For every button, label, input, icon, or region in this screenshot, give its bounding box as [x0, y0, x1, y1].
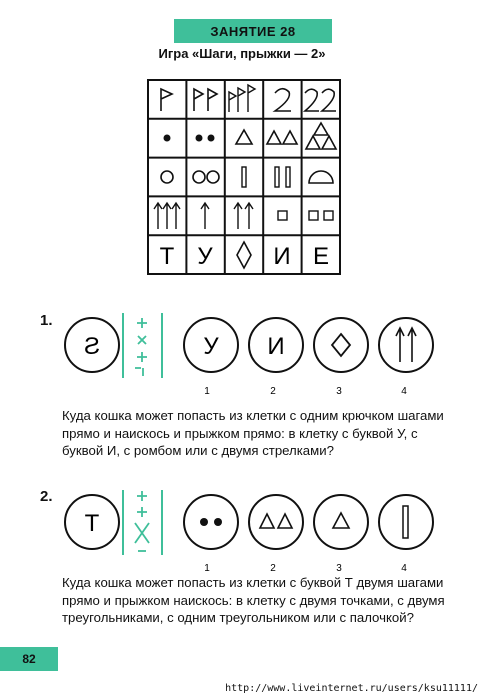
stick-icon: [242, 167, 246, 187]
circle-icon: [161, 171, 173, 183]
option-1-label: 1: [204, 563, 210, 574]
exercise-1-row: [40, 310, 440, 400]
start-hook: Ƨ: [83, 333, 101, 360]
option-1-label: 1: [204, 386, 210, 397]
option-2-label: 2: [270, 386, 276, 397]
option-3-circle: [314, 318, 368, 372]
flag-icon: [161, 89, 172, 111]
exercise-2-row: [40, 485, 440, 577]
grid-letter-u: У: [197, 243, 213, 270]
option-4-label: 4: [401, 563, 407, 574]
moves-diagram: [123, 490, 162, 555]
exercise-1-number: 1.: [40, 312, 53, 329]
exercise-2-number: 2.: [40, 488, 53, 505]
option-4-label: 4: [401, 386, 407, 397]
option-2-letter: И: [267, 333, 285, 360]
page-number: 82: [22, 652, 36, 666]
start-letter: Т: [84, 510, 100, 537]
grid-letter-e: Е: [312, 243, 330, 270]
two-triangles-icon: [260, 514, 292, 528]
page-number-bar: [0, 647, 58, 671]
option-4-circle: [379, 495, 433, 549]
triangle-icon: [236, 130, 252, 144]
two-triangles-icon: [267, 131, 297, 144]
arrow-icon: [201, 203, 209, 229]
grid-letter-t: Т: [159, 243, 175, 270]
square-icon: [278, 211, 287, 220]
option-2-circle: [249, 495, 303, 549]
three-triangles-icon: [306, 123, 336, 149]
three-arrows-icon: [154, 203, 180, 229]
exercise-1-question: Куда кошка может попасть из клетки с одним крючком шагами прямо и наискось и прыжком прямо: в клетку с буквой У, с буквой И, с ромбом или с двумя стрелками?: [62, 408, 444, 458]
option-3-label: 3: [336, 563, 342, 574]
option-4-circle: [379, 318, 433, 372]
watermark-url: http://www.liveinternet.ru/users/ksu11111/: [225, 683, 478, 694]
hook-icon: [275, 89, 291, 111]
option-1-letter: У: [203, 333, 219, 360]
semicircle-icon: [309, 171, 333, 183]
option-1-circle: [184, 495, 238, 549]
grid-letter-i: И: [273, 243, 291, 270]
option-3-label: 3: [336, 386, 342, 397]
stick-icon: [403, 506, 408, 538]
lesson-header-bar: [174, 19, 332, 43]
two-circles-icon: [193, 171, 219, 183]
two-arrows-icon: [234, 203, 253, 229]
two-sticks-icon: [275, 167, 290, 187]
three-flags-icon: [229, 85, 255, 112]
option-2-label: 2: [270, 563, 276, 574]
option-3-circle: [314, 495, 368, 549]
lesson-title: ЗАНЯТИЕ 28: [210, 23, 296, 39]
two-flags-icon: [194, 89, 217, 111]
exercise-2-question: Куда кошка может попасть из клетки с буквой Т двумя шагами прямо и прыжком наискось: в клетку с двумя точками, с двумя треугольниками, с одним треугольником или с палочкой?: [62, 575, 445, 625]
diamond-icon: [332, 334, 350, 356]
one-triangle-icon: [333, 513, 349, 528]
two-dots-icon: [200, 518, 222, 526]
two-hooks-icon: [305, 89, 336, 111]
game-grid: [147, 79, 341, 275]
diamond-icon: [237, 242, 251, 268]
game-title: Игра «Шаги, прыжки — 2»: [158, 46, 326, 61]
two-squares-icon: [309, 211, 333, 220]
moves-diagram: [123, 313, 162, 378]
two-arrows-icon: [396, 328, 416, 362]
dot-icon: [164, 135, 171, 142]
two-dots-icon: [196, 135, 215, 142]
